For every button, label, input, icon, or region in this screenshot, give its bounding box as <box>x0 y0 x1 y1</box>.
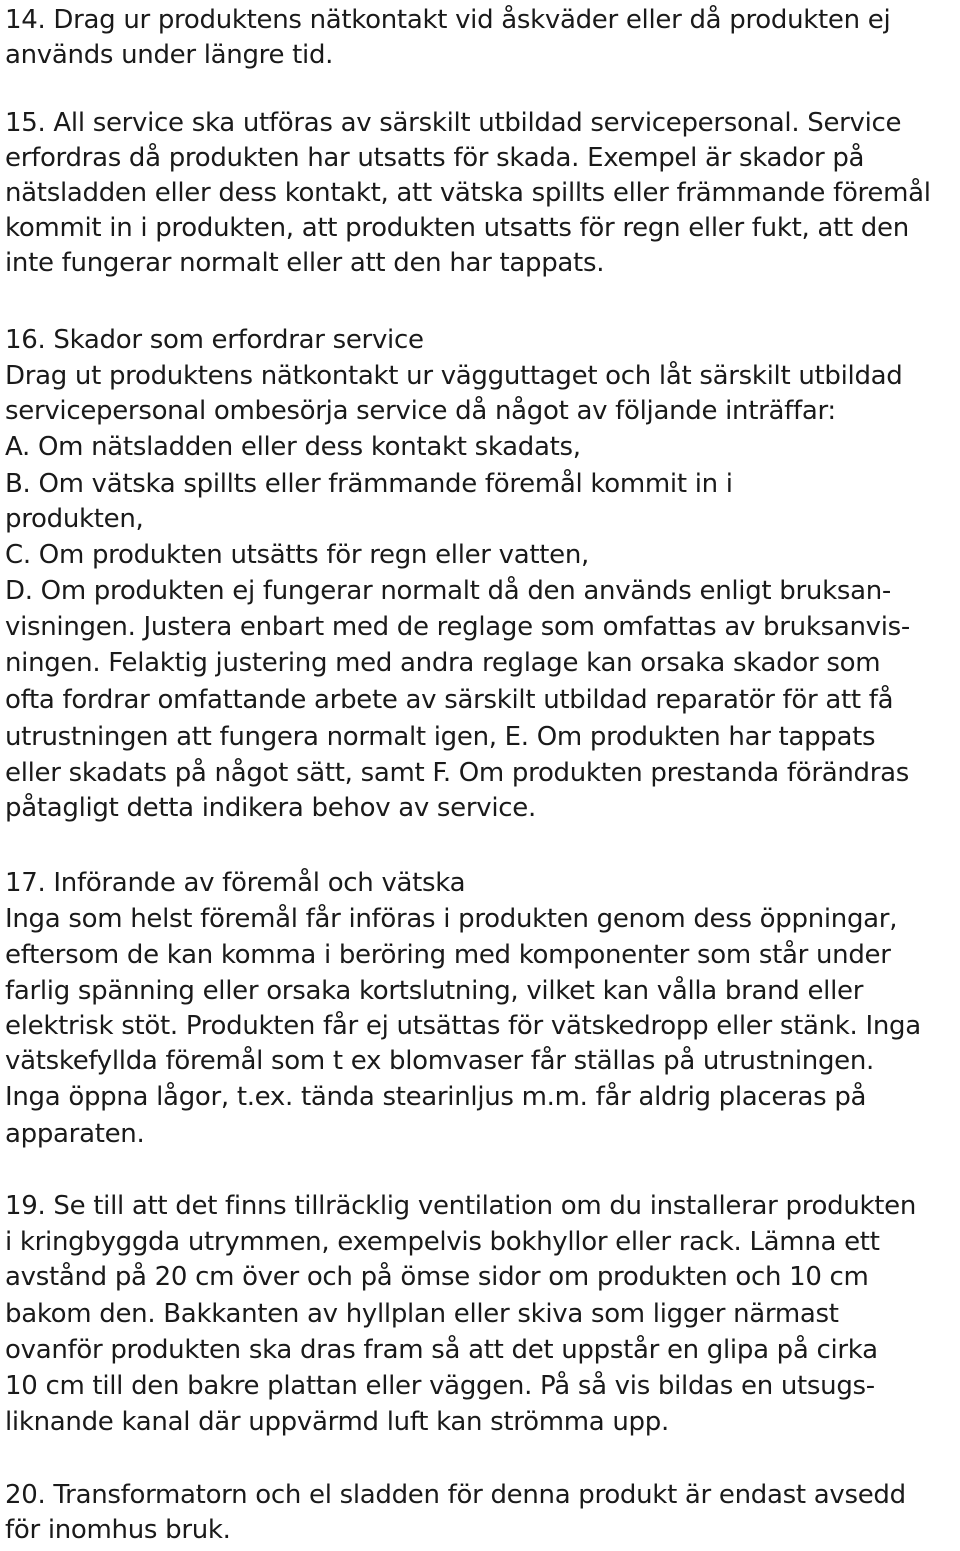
text-line: i kringbyggda utrymmen, exempelvis bokhyllor eller rack. Lämna ett <box>5 1227 880 1257</box>
list-item: B. Om vätska spillts eller främmande föremål kommit in i <box>5 469 733 499</box>
text-line: elektrisk stöt. Produkten får ej utsättas för vätskedropp eller stänk. Inga <box>5 1011 921 1041</box>
text-line: inte fungerar normalt eller att den har tappats. <box>5 248 605 278</box>
text-line: produkten, <box>5 504 144 534</box>
section-heading: 17. Införande av föremål och vätska <box>5 868 466 898</box>
text-line: 10 cm till den bakre plattan eller väggen. På så vis bildas en utsugs- <box>5 1371 875 1401</box>
list-item: D. Om produkten ej fungerar normalt då den används enligt bruksan- <box>5 576 891 606</box>
text-line: kommit in i produkten, att produkten utsatts för regn eller fukt, att den <box>5 213 909 243</box>
text-line: utrustningen att fungera normalt igen, E. Om produkten har tappats <box>5 722 876 752</box>
list-item: A. Om nätsladden eller dess kontakt skadats, <box>5 432 581 462</box>
text-line: servicepersonal ombesörja service då något av följande inträffar: <box>5 396 836 426</box>
list-item: C. Om produkten utsätts för regn eller vatten, <box>5 540 590 570</box>
text-line: 20. Transformatorn och el sladden för denna produkt är endast avsedd <box>5 1480 906 1510</box>
text-line: liknande kanal där uppvärmd luft kan strömma upp. <box>5 1407 669 1437</box>
text-line: bakom den. Bakkanten av hyllplan eller skiva som ligger närmast <box>5 1299 839 1329</box>
text-line: ofta fordrar omfattande arbete av särskilt utbildad reparatör för att få <box>5 685 894 715</box>
text-line: vätskefyllda föremål som t ex blomvaser får ställas på utrustningen. <box>5 1046 875 1076</box>
text-line: 14. Drag ur produktens nätkontakt vid åskväder eller då produkten ej <box>5 5 891 35</box>
text-line: används under längre tid. <box>5 40 334 70</box>
text-line: Drag ut produktens nätkontakt ur vägguttaget och låt särskilt utbildad <box>5 361 903 391</box>
text-line: Inga som helst föremål får införas i produkten genom dess öppningar, <box>5 904 898 934</box>
text-line: ningen. Felaktig justering med andra reglage kan orsaka skador som <box>5 648 881 678</box>
section-heading: 16. Skador som erfordrar service <box>5 325 424 355</box>
text-line: apparaten. <box>5 1119 145 1149</box>
text-line: erfordras då produkten har utsatts för skada. Exempel är skador på <box>5 143 865 173</box>
text-line: farlig spänning eller orsaka kortslutning, vilket kan vålla brand eller <box>5 976 864 1006</box>
text-line: för inomhus bruk. <box>5 1515 231 1545</box>
text-line: nätsladden eller dess kontakt, att vätska spillts eller främmande föremål <box>5 178 931 208</box>
text-line: visningen. Justera enbart med de reglage som omfattas av bruksanvis- <box>5 612 910 642</box>
text-line: ovanför produkten ska dras fram så att det uppstår en glipa på cirka <box>5 1335 878 1365</box>
text-line: påtagligt detta indikera behov av service. <box>5 793 536 823</box>
text-line: Inga öppna lågor, t.ex. tända stearinljus m.m. får aldrig placeras på <box>5 1082 867 1112</box>
text-line: 19. Se till att det finns tillräcklig ventilation om du installerar produkten <box>5 1191 917 1221</box>
text-line: 15. All service ska utföras av särskilt utbildad servicepersonal. Service <box>5 108 902 138</box>
text-line: eller skadats på något sätt, samt F. Om produkten prestanda förändras <box>5 758 910 788</box>
text-line: avstånd på 20 cm över och på ömse sidor om produkten och 10 cm <box>5 1262 869 1292</box>
text-line: eftersom de kan komma i beröring med komponenter som står under <box>5 940 891 970</box>
